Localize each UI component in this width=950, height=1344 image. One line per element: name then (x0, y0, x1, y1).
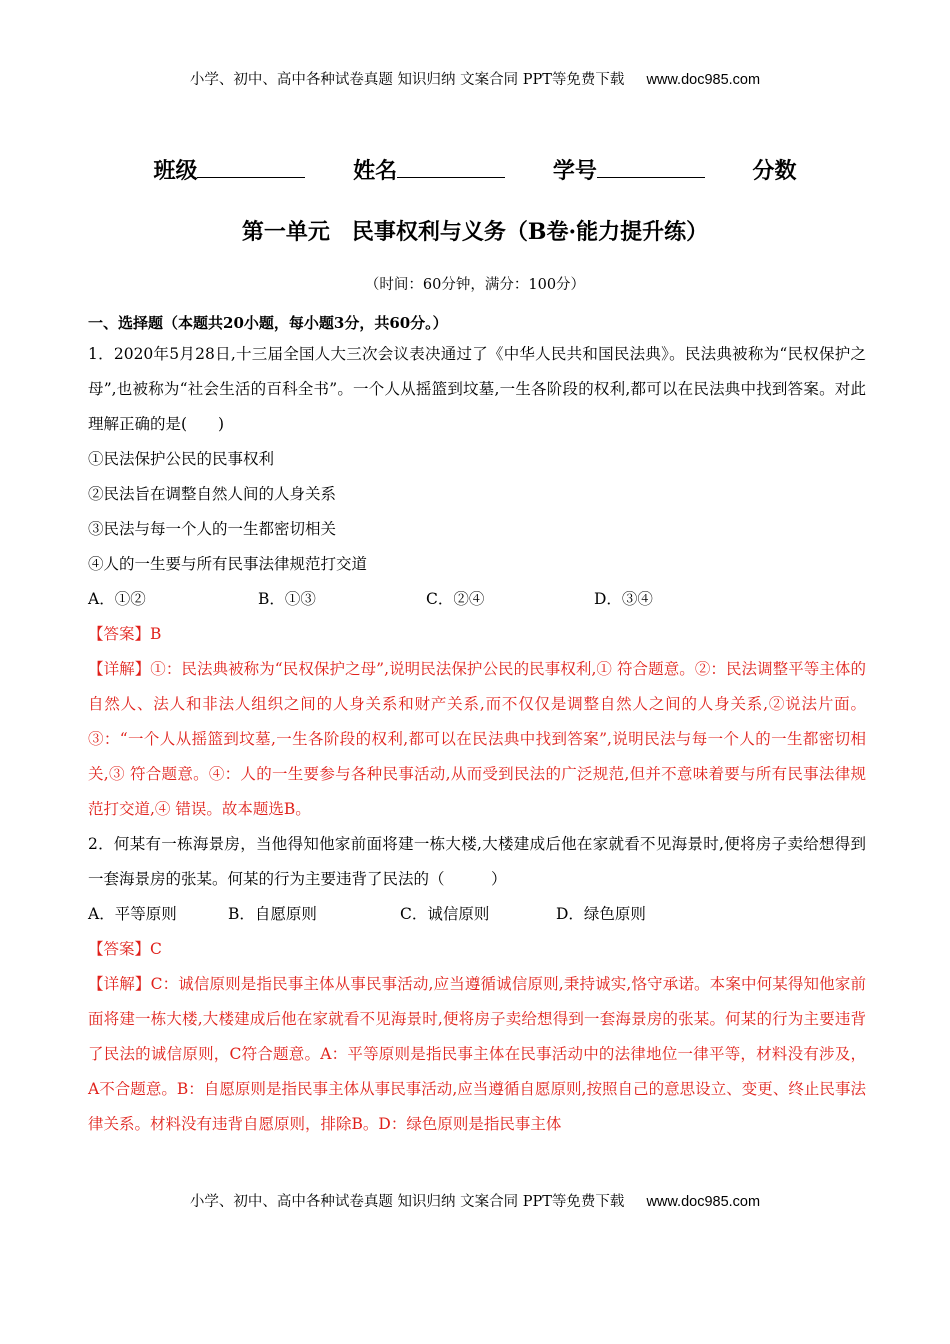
question-1-explanation (88, 652, 866, 827)
statement-item: ④人的一生要与所有民事法律规范打交道 (88, 555, 368, 573)
question-content (88, 337, 866, 1142)
statement-item: ①民法保护公民的民事权利 (88, 450, 275, 468)
question-2-stem: 2．何某有一栋海景房，当他得知他家前面将建一栋大楼,大楼建成后他在家就看不见海景时,便将房子卖给想得到一套海景房的张某。何某的行为主要违背了民法的（ ） (88, 835, 866, 888)
question-1-answer: 【答案】B (88, 625, 162, 643)
id-label: 学号 (552, 158, 597, 184)
class-label: 班级 (153, 158, 198, 184)
exam-subtitle: （时间：60分钟，满分：100分） (364, 277, 586, 293)
question-2-choices (88, 897, 866, 932)
statement-item: ③民法与每一个人的一生都密切相关 (88, 520, 337, 538)
student-info-row (0, 154, 950, 185)
choice-b[interactable]: B．①③ (258, 590, 316, 608)
statement-item: ②民法旨在调整自然人间的人身关系 (88, 485, 337, 503)
header-url-link[interactable]: www.doc985.com (646, 72, 761, 88)
question-1 (88, 337, 866, 827)
name-blank[interactable] (397, 157, 505, 178)
question-1-choices (88, 582, 866, 617)
explain-text: ①：民法典被称为“民权保护之母”,说明民法保护公民的民事权利,① 符合题意。②：民法调整平等主体的自然人、法人和非法人组织之间的人身关系和财产关系,而不仅仅是调整自然人之间的人身关系,②说法片面。③：“一个人从摇篮到坟墓,一生各阶段的权利,都可以在民法典中找到答案”,说明民法与每一个人的一生都密切相关,③ 符合题意。④：人的一生要参与各种民事活动,从而受到民法的广泛规范,但并不意味着要与所有民事法律规范打交道,④ 错误。故本题选B。 (88, 660, 866, 818)
header-text: 小学、初中、高中各种试卷真题 知识归纳 文案合同 PPT等免费下载 (189, 72, 625, 88)
choice-b[interactable]: B．自愿原则 (228, 905, 317, 923)
score-field (753, 154, 797, 185)
page-footer (0, 1190, 950, 1211)
explain-label: 【详解】 (88, 660, 151, 678)
question-1-stem: 1．2020年5月28日,十三届全国人大三次会议表决通过了《中华人民共和国民法典》。民法典被称为“民权保护之母”,也被称为“社会生活的百科全书”。一个人从摇篮到坟墓,一生各阶段的权利,都可以在民法典中找到答案。对此理解正确的是( ) (88, 345, 866, 433)
explain-label: 【详解】 (88, 975, 151, 993)
page-header (0, 68, 950, 89)
class-blank[interactable] (197, 157, 305, 178)
class-field[interactable] (153, 154, 305, 185)
choice-d[interactable]: D．绿色原则 (556, 905, 646, 923)
section-heading: 一、选择题（本题共20小题，每小题3分，共60分。） (88, 314, 448, 332)
question-2-answer: 【答案】C (88, 940, 162, 958)
name-field[interactable] (353, 154, 505, 185)
id-blank[interactable] (597, 157, 705, 178)
footer-text: 小学、初中、高中各种试卷真题 知识归纳 文案合同 PPT等免费下载 (189, 1194, 625, 1210)
question-2-explanation (88, 967, 866, 1142)
choice-a[interactable]: A．平等原则 (88, 905, 177, 923)
footer-url-link[interactable]: www.doc985.com (646, 1194, 761, 1210)
name-label: 姓名 (353, 158, 398, 184)
choice-c[interactable]: C．诚信原则 (400, 905, 490, 923)
choice-d[interactable]: D．③④ (594, 590, 653, 608)
score-label: 分数 (752, 158, 797, 184)
page-title: 第一单元 民事权利与义务（B卷·能力提升练） (241, 219, 709, 245)
choice-a[interactable]: A．①② (88, 590, 146, 608)
choice-c[interactable]: C．②④ (426, 590, 485, 608)
explain-text: C：诚信原则是指民事主体从事民事活动,应当遵循诚信原则,秉持诚实,恪守承诺。本案中何某得知他家前面将建一栋大楼,大楼建成后他在家就看不见海景时,便将房子卖给想得到一套海景房的张某。何某的行为主要违背了民法的诚信原则，C符合题意。A：平等原则是指民事主体在民事活动中的法律地位一律平等，材料没有涉及，A不合题意。B：自愿原则是指民事主体从事民事活动,应当遵循自愿原则,按照自己的意思设立、变更、终止民事法律关系。材料没有违背自愿原则，排除B。D：绿色原则是指民事主体 (88, 975, 866, 1133)
id-field[interactable] (553, 154, 705, 185)
question-2 (88, 827, 866, 1142)
